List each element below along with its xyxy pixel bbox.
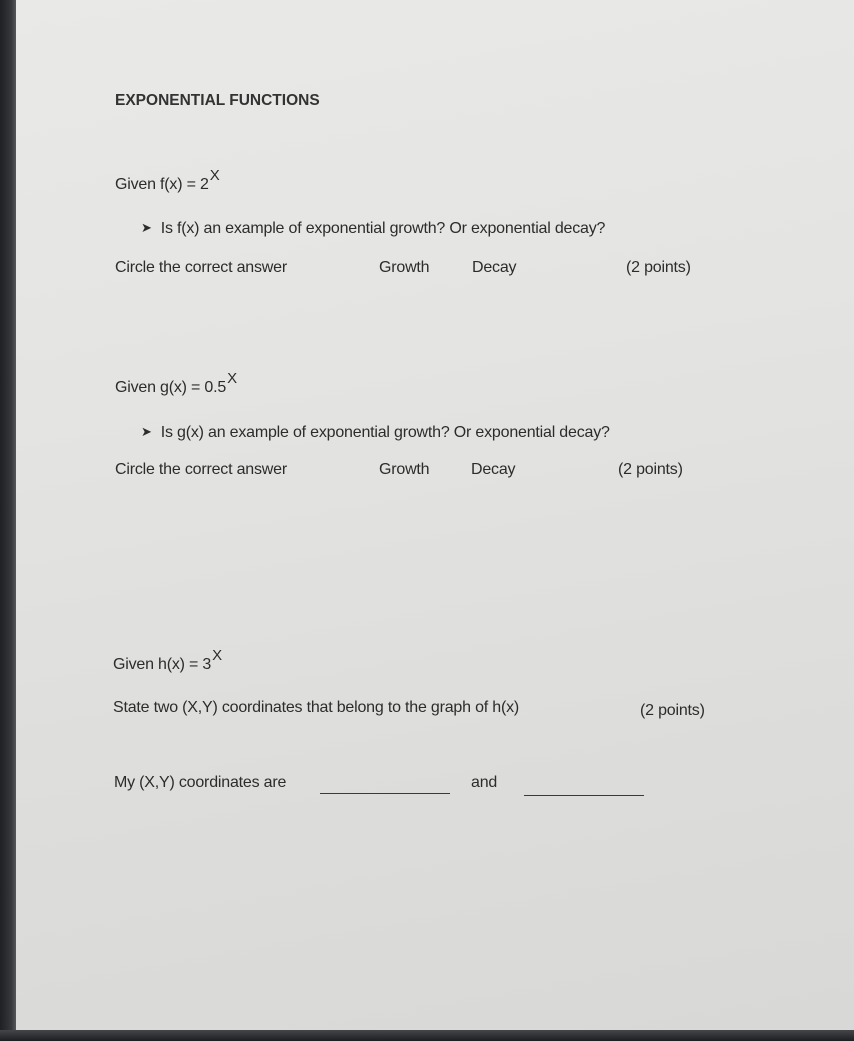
q3-question: State two (X,Y) coordinates that belong to the graph of h(x) xyxy=(113,699,520,716)
worksheet-page xyxy=(16,0,854,1030)
worksheet-title: EXPONENTIAL FUNCTIONS xyxy=(115,92,320,109)
q1-question xyxy=(141,220,605,238)
q2-exponent: X xyxy=(227,370,237,387)
q3-given-text: Given h(x) = 3 xyxy=(113,656,212,673)
q2-question-text: Is g(x) an example of exponential growth? Or exponential decay? xyxy=(160,424,610,441)
q1-option-decay[interactable]: Decay xyxy=(472,259,517,276)
q1-given-text: Given f(x) = 2 xyxy=(115,176,209,193)
q1-question-text: Is f(x) an example of exponential growth? Or exponential decay? xyxy=(160,220,606,237)
q2-option-decay[interactable]: Decay xyxy=(471,461,516,478)
q2-option-growth[interactable]: Growth xyxy=(379,461,430,478)
q3-connector: and xyxy=(471,774,498,791)
monitor-bezel-bottom xyxy=(0,1030,854,1041)
q1-option-growth[interactable]: Growth xyxy=(379,259,430,276)
q3-answer-label: My (X,Y) coordinates are xyxy=(114,774,287,791)
q2-instruction: Circle the correct answer xyxy=(115,461,287,478)
q2-given xyxy=(115,370,237,397)
q2-points: (2 points) xyxy=(618,461,683,478)
q1-given xyxy=(115,167,220,194)
q1-instruction: Circle the correct answer xyxy=(115,259,287,276)
q2-given-text: Given g(x) = 0.5 xyxy=(115,379,227,396)
arrow-bullet-icon: ➤ xyxy=(141,424,152,439)
q3-given xyxy=(113,647,222,674)
q1-exponent: X xyxy=(209,167,220,184)
q3-exponent: X xyxy=(212,647,222,664)
q2-question xyxy=(141,424,610,442)
q3-answer-blank-1[interactable] xyxy=(320,793,450,794)
q1-points: (2 points) xyxy=(626,259,691,276)
arrow-bullet-icon: ➤ xyxy=(141,220,152,235)
monitor-bezel-left xyxy=(0,0,16,1041)
q3-answer-blank-2[interactable] xyxy=(524,795,644,796)
q3-points: (2 points) xyxy=(640,702,705,719)
